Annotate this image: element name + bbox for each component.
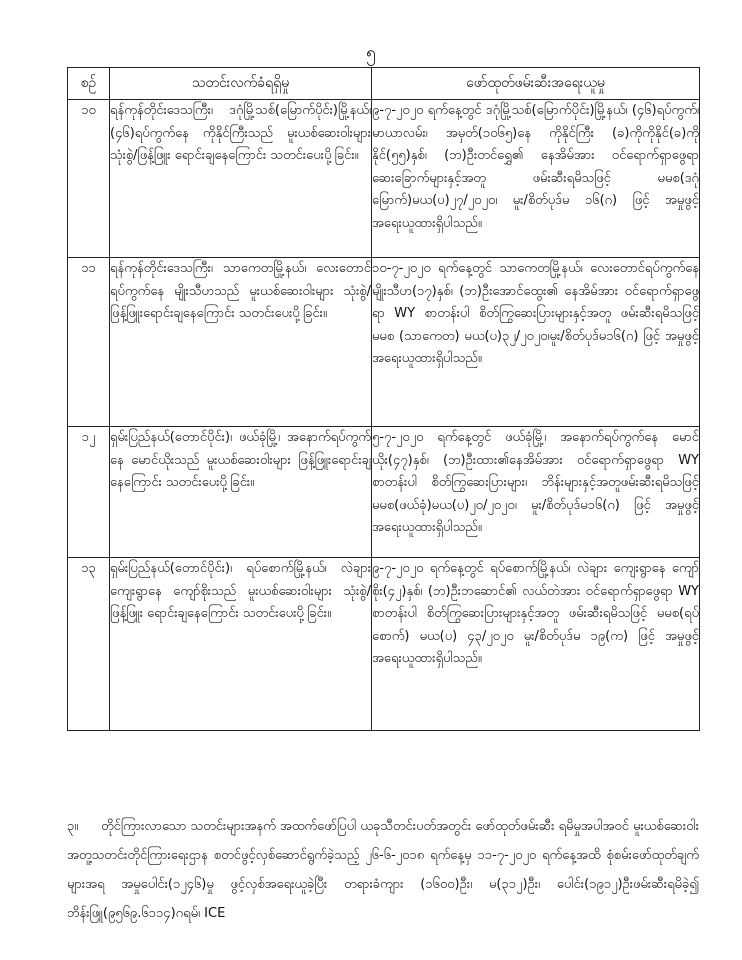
report-table (67, 67, 700, 731)
row-serial-no: ၁၀ (68, 100, 110, 258)
page-number: ၅ (365, 42, 377, 63)
row-action-result: ၁၀-၇-၂၀၂၀ ရက်နေ့တွင် သာကေတမြို့နယ်၊ လေးတောင်ရပ်ကွက်နေ မျိုးသီဟ(၁၇)နှစ်၊ (ဘ)ဦးအောင်ထွေး၏ နေအိမ်အား ဝင်ရောက်ရှာဖွေရာ WY စာတန်းပါ စိတ်ကြွဆေးပြားများနှင့်အတူ ဖမ်းဆီးရမိသဖြင့် မမစ (သာကေတ) မယ(ပ)၃၂/၂၀၂၀၊မူး/စိတ်ပုဒ်မ၁၆(ဂ) ဖြင့် အမှုဖွင့် အရေးယူထားရှိပါသည်။ (372, 258, 700, 427)
row-action-result: ၅-၇-၂၀၂၀ ရက်နေ့တွင် ဖယ်ခုံမြို့၊ အနောက်ရပ်ကွက်နေ မောင်ယိုး(၄၇)နှစ်၊ (ဘ)ဦးထား၏နေအိမ်အား ဝင်ရောက်ရှာဖွေရာ WY စာတန်းပါ စိတ်ကြွဆေးပြားများ၊ ဘိန်းများနှင့်အတူဖမ်းဆီးရမိသဖြင့် မမစ(ဖယ်ခုံ)မယ(ပ)၂၀/၂၀၂၀၊ မူး/စိတ်ပုဒ်မ၁၆(ဂ) ဖြင့် အမှုဖွင့် အရေးယူထားရှိပါသည်။ (372, 427, 700, 558)
row-action-result: ၉-၇-၂၀၂၀ ရက်နေ့တွင် ဒဂုံမြို့သစ်(မြောက်ပိုင်း)မြို့နယ်၊ (၄၆)ရပ်ကွက်၊ မာယာလမ်း၊ အမှတ်(၁၀၆၅)နေ ကိုနိုင်ကြီး (ခ)ကိုကိုနိုင်(ခ)ကိုနိုင်(၅၅)နှစ်၊ (ဘ)ဦးတင်ရွှေ၏ နေအိမ်အား ဝင်ရောက်ရှာဖွေရာ ဆေးခြောက်များနှင့်အတူ ဖမ်းဆီးရမိသဖြင့် မမစ(ဒဂုံမြောက်)မယ(ပ)၂၇/၂၀၂၀၊ မူး/စိတ်ပုဒ်မ ၁၆(ဂ) ဖြင့် အမှုဖွင့် အရေးယူထားရှိပါသည်။ (372, 100, 700, 258)
header-action-taken: ဖော်ထုတ်ဖမ်းဆီးအရေးယူမှု (372, 68, 700, 100)
header-serial-no: စဉ် (68, 68, 110, 100)
table-row (68, 427, 700, 558)
table-row (68, 558, 700, 731)
table-header-row (68, 68, 700, 100)
header-information-received: သတင်းလက်ခံရရှိမှု (110, 68, 372, 100)
summary-text: တိုင်ကြားလာသော သတင်းများအနက် အထက်ဖော်ပြပါ ယခုသီတင်းပတ်အတွင်း ဖော်ထုတ်ဖမ်းဆီး ရမိမှုအပါအဝင် မူးယစ်ဆေးဝါးအတူ့သတင်းတိုင်ကြားရေးဌာန စတင်ဖွင့်လှစ်ဆောင်ရွက်ခဲ့သည့် ၂၆-၆-၂၀၁၈ ရက်နေ့မှ ၁၁-၇-၂၀၂၀ ရက်နေ့အထိ စုံစမ်းဖော်ထုတ်ချက်များအရ အမှုပေါင်း(၁၂၄၆)မှု ဖွင့်လှစ်အရေးယူခဲ့ပြီး တရားခံကျား (၁၆၀၀)ဦး၊ မ(၃၁၂)ဦး၊ ပေါင်း(၁၉၁၂)ဦးဖမ်းဆီးရမိခဲ့၍ ဘိန်းဖြူ(၉၅၆၉.၆၁၁၄)ဂရမ်၊ ICE (67, 819, 699, 921)
row-serial-no: ၁၁ (68, 258, 110, 427)
summary-paragraph (67, 812, 699, 928)
row-serial-no: ၁၂ (68, 427, 110, 558)
row-information: ရန်ကုန်တိုင်းဒေသကြီး၊ ဒဂုံမြို့သစ်(မြောက်ပိုင်း)မြို့နယ်၊ (၄၆)ရပ်ကွက်နေ ကိုနိုင်ကြီးသည် မူးယစ်ဆေးဝါးများ သုံးစွဲ/ဖြန့်ဖြူး ရောင်းချနေကြောင်း သတင်းပေးပို့ခြင်း။ (110, 100, 372, 258)
table-row (68, 258, 700, 427)
paragraph-number: ၃။ (67, 819, 79, 834)
row-serial-no: ၁၃ (68, 558, 110, 731)
row-action-result: ၉-၇-၂၀၂၀ ရက်နေ့တွင် ရပ်စောက်မြို့နယ်၊ လဲချား ကျေးရွာနေ ကျော်စိုး(၄၂)နှစ်၊ (ဘ)ဦးဘဆောင်၏ လယ်တဲအား ဝင်ရောက်ရှာဖွေရာ WY စာတန်းပါ စိတ်ကြွဆေးပြားများနှင့်အတူ ဖမ်းဆီးရမိသဖြင့် မမစ(ရပ်စောက်) မယ(ပ) ၄၃/၂၀၂၀ မူး/စိတ်ပုဒ်မ ၁၉(က) ဖြင့် အမှုဖွင့် အရေးယူထားရှိပါသည်။ (372, 558, 700, 731)
row-information: ရှမ်းပြည်နယ်(တောင်ပိုင်း)၊ ဖယ်ခုံမြို့၊ အနောက်ရပ်ကွက်နေ မောင်ယိုးသည် မူးယစ်ဆေးဝါးများ ဖြန့်ဖြူးရောင်းချနေကြောင်း သတင်းပေးပို့ခြင်း။ (110, 427, 372, 558)
row-information: ရှမ်းပြည်နယ်(တောင်ပိုင်း)၊ ရပ်စောက်မြို့နယ်၊ လဲချားကျေးရွာနေ ကျော်စိုးသည် မူးယစ်ဆေးဝါးများ သုံးစွဲ/ဖြန့်ဖြူး ရောင်းချနေကြောင်း သတင်းပေးပို့ခြင်း။ (110, 558, 372, 731)
row-information: ရန်ကုန်တိုင်းဒေသကြီး၊ သာကေတမြို့နယ်၊ လေးတောင်ရပ်ကွက်နေ မျိုးသီဟသည် မူးယစ်ဆေးဝါးများ သုံးစွဲ/ဖြန့်ဖြူးရောင်းချနေကြောင်း သတင်းပေးပို့ခြင်း။ (110, 258, 372, 427)
table-row (68, 100, 700, 258)
